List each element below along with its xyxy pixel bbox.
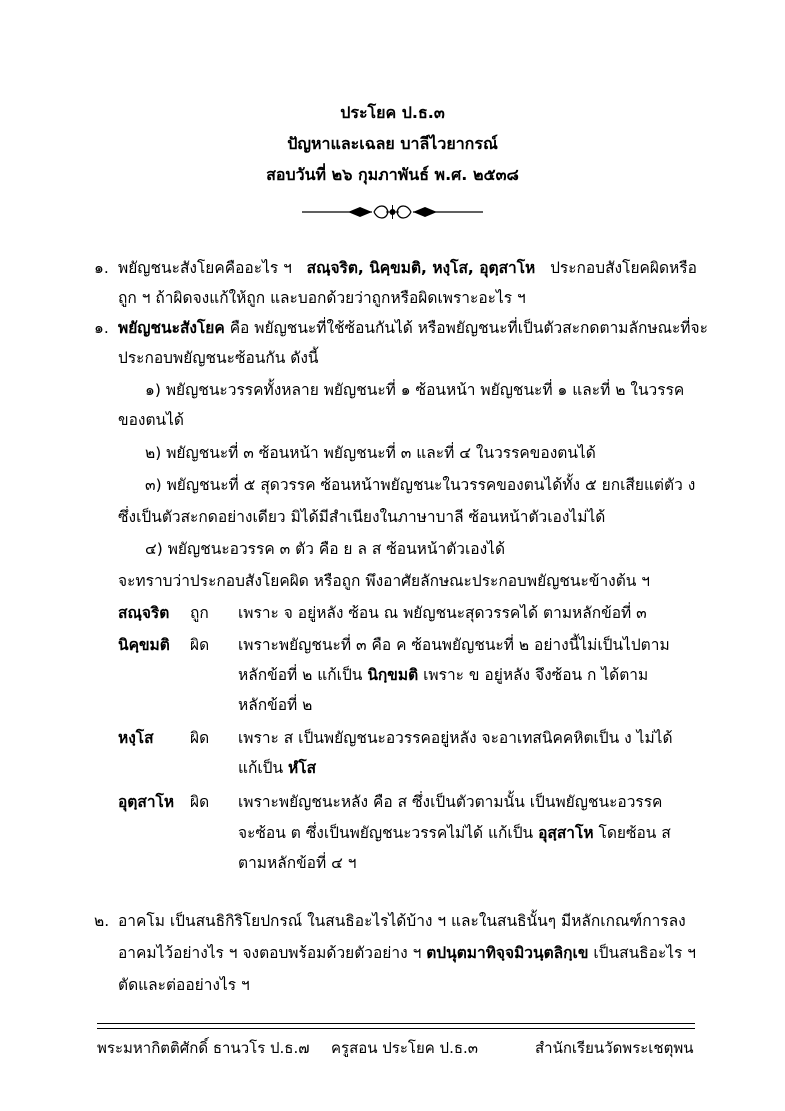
item-text: โดยซ้อน ส [593,824,671,842]
a1-heading: พยัญชนะสังโยค [118,319,225,337]
item-explanation: เพราะพยัญชนะที่ ๓ คือ ค ซ้อนพยัญชนะที่ ๒ อย่างนี้ไม่เป็นไปตาม [238,636,670,654]
a1-number: ๑. [94,319,109,337]
q1-line2: ถูก ฯ ถ้าผิดจงแก้ให้ถูก และบอกด้วยว่าถูกหรือผิดเพราะอะไร ฯ [118,289,526,307]
item-term: อุตฺสาโห [118,793,175,811]
item-explanation: ตามหลักข้อที่ ๔ ฯ [238,854,357,872]
q1-line1 [118,257,697,279]
item-text: จะซ้อน ต ซึ่งเป็นพยัญชนะวรรคไม่ได้ แก้เป็น [238,824,539,842]
doc-subtitle: ปัญหาและเฉลย บาลีไวยากรณ์ [287,134,498,153]
item-explanation [238,757,316,779]
q2-line1: อาคโม เป็นสนธิกิริโยปกรณ์ ในสนธิอะไรได้บ้าง ฯ และในสนธินั้นๆ มีหลักเกณฑ์การลง [118,912,686,930]
rule2: ๒) พยัญชนะที่ ๓ ซ้อนหน้า พยัญชนะที่ ๓ และที่ ๔ ในวรรคของตนได้ [145,444,596,462]
a1-line1-rest: คือ พยัญชนะที่ใช้ซ้อนกันได้ หรือพยัญชนะที่เป็นตัวสะกดตามลักษณะที่จะ [224,319,708,337]
footer-rule-bottom [97,1028,695,1029]
item-correction: นิกฺขมติ [367,666,419,684]
item-explanation: เพราะ จ อยู่หลัง ซ้อน ณ พยัญชนะสุดวรรคได้ ตามหลักข้อที่ ๓ [238,604,647,622]
item-explanation [238,664,648,686]
q2-line2 [118,942,696,964]
q1-text-c: ประกอบสังโยคผิดหรือ [550,259,697,277]
rule1-line2: ของตนได้ [118,411,184,429]
q1-number: ๑. [94,259,109,277]
q2-number: ๒. [94,912,110,930]
ornament-divider-icon [300,200,485,224]
q1-text-a: พยัญชนะสังโยคคืออะไร ฯ [118,259,292,277]
item-explanation: เพราะ ส เป็นพยัญชนะอวรรคอยู่หลัง จะอาเทสนิคคหิตเป็น ง ไม่ได้ [238,729,673,747]
item-verdict: ผิด [190,793,210,811]
a1-line1 [118,317,708,339]
item-term: หงฺโส [118,729,154,747]
exam-date: สอบวันที่ ๒๖ กุมภาพันธ์ พ.ศ. ๒๕๓๘ [266,165,519,184]
item-verdict: ผิด [190,729,210,747]
footer-role: ครูสอน ประโยค ป.ธ.๓ [331,1039,479,1057]
q1-terms: สณฺจริต, นิคฺขมติ, หงฺโส, อุตฺสาโห [306,259,536,277]
item-term: สณฺจริต [118,604,170,622]
item-verdict: ผิด [190,636,210,654]
rule4: ๔) พยัญชนะอวรรค ๓ ตัว คือ ย ล ส ซ้อนหน้าตัวเองได้ [145,540,506,558]
q2-text-a: อาคมไว้อย่างไร ฯ จงตอบพร้อมด้วยตัวอย่าง ฯ [118,944,427,962]
item-term: นิคฺขมติ [118,636,170,654]
q2-term: ตปนุตมาทิจฺจมิวนฺตลิกฺเข [426,944,589,962]
a1-line2: ประกอบพยัญชนะซ้อนกัน ดังนี้ [118,349,319,367]
q2-text-c: เป็นสนธิอะไร ฯ [588,944,697,962]
item-text: เพราะ ข อยู่หลัง จึงซ้อน ก ได้ตาม [418,666,649,684]
a1-intro: จะทราบว่าประกอบสังโยคผิด หรือถูก พึงอาศัยลักษณะประกอบพยัญชนะข้างต้น ฯ [118,572,651,590]
item-text: แก้เป็น [238,759,289,777]
item-explanation [238,822,671,844]
item-explanation: เพราะพยัญชนะหลัง คือ ส ซึ่งเป็นตัวตามนั้น เป็นพยัญชนะอวรรค [238,793,663,811]
footer-school: สำนักเรียนวัดพระเชตุพน [535,1039,694,1057]
footer-author: พระมหากิตติศักดิ์ ธานวโร ป.ธ.๗ [97,1039,310,1057]
item-explanation: หลักข้อที่ ๒ [238,696,313,714]
q2-line3: ตัดและต่ออย่างไร ฯ [118,976,250,994]
footer-rule-top [97,1023,695,1024]
rule3-line2: ซึ่งเป็นตัวสะกดอย่างเดียว มิได้มีสำเนียงในภาษาบาลี ซ้อนหน้าตัวเองไม่ได้ [118,508,606,526]
item-correction: อุสฺสาโห [538,824,594,842]
rule3-line1: ๓) พยัญชนะที่ ๕ สุดวรรค ซ้อนหน้าพยัญชนะในวรรคของตนได้ทั้ง ๕ ยกเสียแต่ตัว ง [145,476,696,494]
doc-title: ประโยค ป.ธ.๓ [340,103,445,122]
item-correction: หํโส [288,759,317,777]
item-verdict: ถูก [190,604,209,622]
rule1-line1: ๑) พยัญชนะวรรคทั้งหลาย พยัญชนะที่ ๑ ซ้อนหน้า พยัญชนะที่ ๑ และที่ ๒ ในวรรค [145,381,685,399]
item-text: หลักข้อที่ ๒ แก้เป็น [238,666,368,684]
